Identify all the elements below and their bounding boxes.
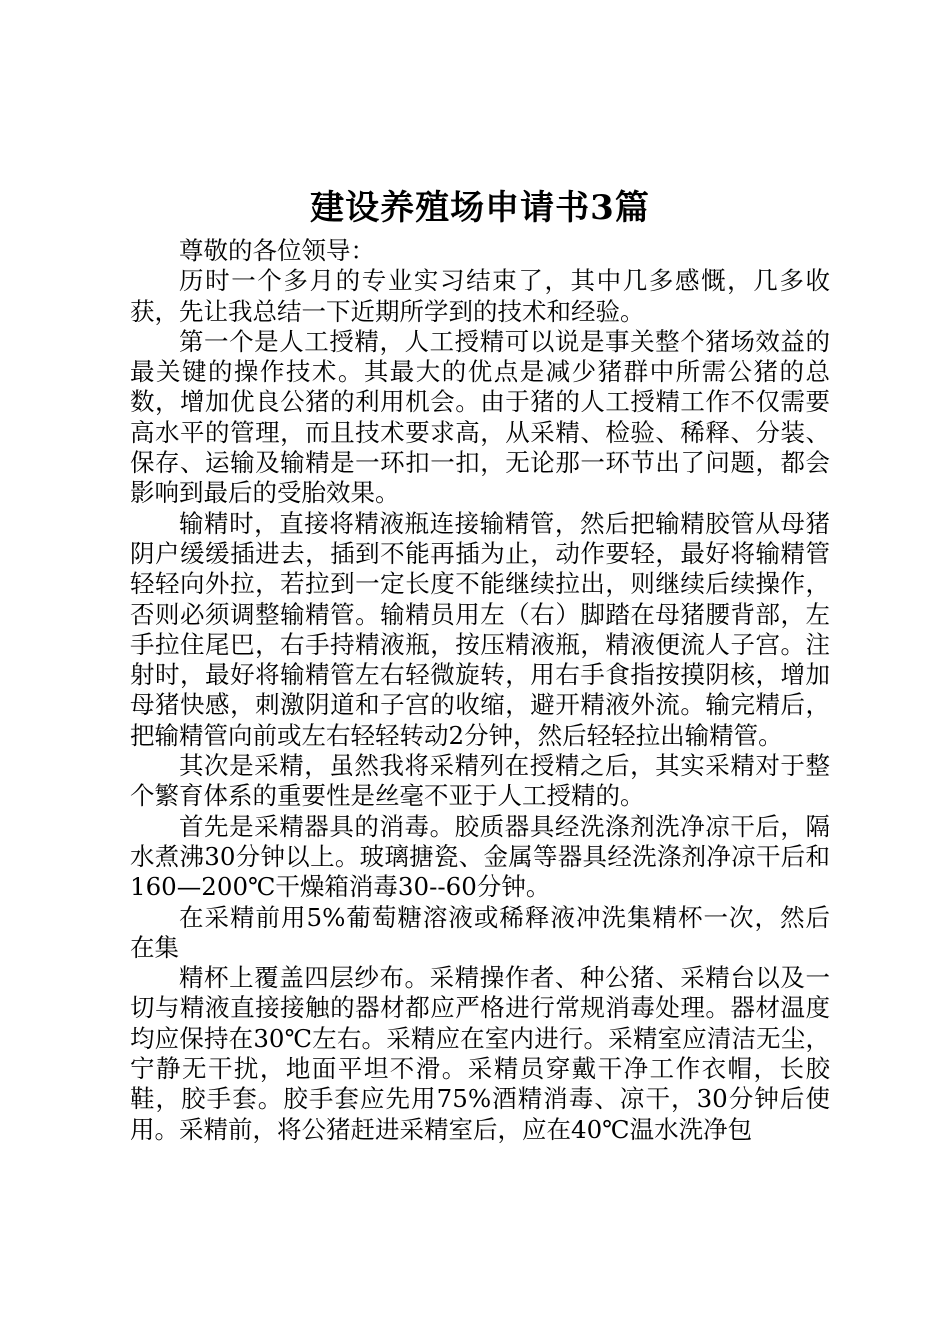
salutation-paragraph: 尊敬的各位领导： [179,236,375,265]
document-body [130,236,830,1145]
body-paragraph: 第一个是人工授精，人工授精可以说是事关整个猪场效益的最关键的操作技术。其最大的优点是减少猪群中所需公猪的总数，增加优良公猪的利用机会。由于猪的人工授精工作不仅需要高水平的管理，而且技术要求高，从采精、检验、稀释、分装、保存、运输及输精是一环扣一扣，无论那一环节出了问题，都会影响到最后的受胎效果。 [130,326,830,508]
body-paragraph: 首先是采精器具的消毒。胶质器具经洗涤剂洗净凉干后，隔水煮沸30分钟以上。玻璃搪瓷、金属等器具经洗涤剂净凉干后和160—200℃干燥箱消毒30--60分钟。 [130,811,830,902]
body-paragraph: 输精时，直接将精液瓶连接输精管，然后把输精胶管从母猪阴户缓缓插进去，插到不能再插为止，动作要轻，最好将输精管轻轻向外拉，若拉到一定长度不能继续拉出，则继续后续操作，否则必须调整输精管。输精员用左（右）脚踏在母猪腰背部，左手拉住尾巴，右手持精液瓶，按压精液瓶，精液便流人子宫。注射时，最好将输精管左右轻微旋转，用右手食指按摸阴核，增加母猪快感，刺激阴道和子宫的收缩，避开精液外流。输完精后，把输精管向前或左右轻轻转动2分钟，然后轻轻拉出输精管。 [130,508,830,750]
body-paragraph: 在采精前用5%葡萄糖溶液或稀释液冲洗集精杯一次，然后在集 [130,902,830,962]
body-paragraph: 历时一个多月的专业实习结束了，其中几多感慨，几多收获，先让我总结一下近期所学到的技术和经验。 [130,266,830,326]
body-paragraph: 精杯上覆盖四层纱布。采精操作者、种公猪、采精台以及一切与精液直接接触的器材都应严格进行常规消毒处理。器材温度均应保持在30℃左右。采精应在室内进行。采精室应清洁无尘，宁静无干扰，地面平坦不滑。采精员穿戴干净工作衣帽，长胶鞋，胶手套。胶手套应先用75%酒精消毒、凉干，30分钟后使用。采精前，将公猪赶进采精室后，应在40℃温水洗净包 [130,963,830,1144]
document-title: 建设养殖场申请书3篇 [310,188,650,228]
body-paragraph: 其次是采精，虽然我将采精列在授精之后，其实采精对于整个繁育体系的重要性是丝毫不亚于人工授精的。 [130,751,830,811]
